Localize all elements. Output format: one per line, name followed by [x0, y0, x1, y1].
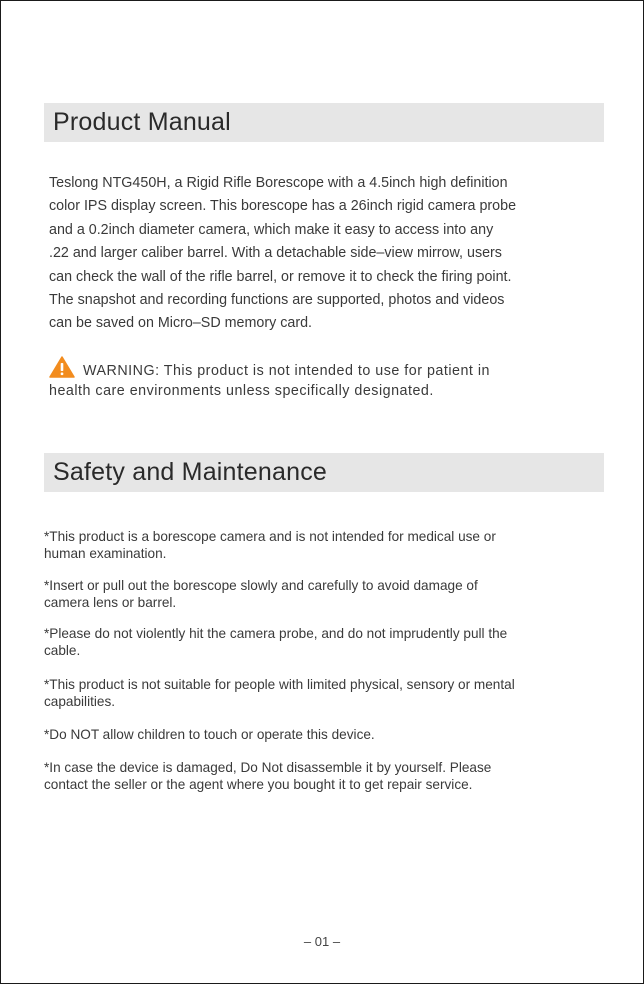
- safety-item-line: contact the seller or the agent where you bought it to get repair service.: [44, 776, 473, 792]
- safety-item: [44, 578, 614, 611]
- intro-line: can be saved on Micro–SD memory card.: [49, 315, 313, 332]
- safety-item-line: *Do NOT allow children to touch or operate this device.: [44, 727, 375, 742]
- safety-maintenance-heading: [44, 453, 604, 492]
- safety-item: [44, 727, 614, 744]
- safety-item-line: *This product is not suitable for people with limited physical, sensory or mental: [44, 677, 515, 692]
- safety-item-line: *Please do not violently hit the camera probe, and do not imprudently pull the: [44, 626, 508, 641]
- intro-line: color IPS display screen. This borescope has a 26inch rigid camera probe: [49, 198, 517, 215]
- safety-item: [44, 626, 614, 659]
- product-intro-paragraph: [49, 172, 619, 336]
- safety-item-line: *In case the device is damaged, Do Not disassemble it by yourself. Please: [44, 760, 492, 775]
- safety-item-line: camera lens or barrel.: [44, 594, 177, 610]
- intro-line: .22 and larger caliber barrel. With a detachable side–view mirrow, users: [49, 245, 502, 262]
- safety-maintenance-title: Safety and Maintenance: [53, 458, 328, 486]
- safety-item-line: cable.: [44, 642, 81, 658]
- product-manual-title: Product Manual: [53, 108, 231, 136]
- safety-item-line: human examination.: [44, 545, 167, 561]
- warning-text-line-2: health care environments unless specifically designated.: [49, 383, 434, 399]
- safety-item-line: capabilities.: [44, 693, 116, 709]
- warning-line: [49, 356, 609, 381]
- warning-text-line-1: WARNING: This product is not intended to use for patient in: [83, 363, 490, 379]
- warning-triangle-icon: [49, 356, 75, 378]
- safety-item-line: *Insert or pull out the borescope slowly and carefully to avoid damage of: [44, 578, 478, 593]
- intro-line: The snapshot and recording functions are supported, photos and videos: [49, 292, 505, 309]
- page-number: – 01 –: [303, 934, 341, 949]
- safety-item-line: *This product is a borescope camera and is not intended for medical use or: [44, 529, 496, 544]
- safety-item: [44, 760, 614, 793]
- product-manual-heading: [44, 103, 604, 142]
- intro-line: can check the wall of the rifle barrel, or remove it to check the firing point.: [49, 268, 512, 285]
- intro-line: Teslong NTG450H, a Rigid Rifle Borescope with a 4.5inch high definition: [49, 175, 508, 191]
- safety-item: [44, 677, 614, 710]
- safety-item: [44, 529, 614, 562]
- intro-line: and a 0.2inch diameter camera, which make it easy to access into any: [49, 221, 494, 238]
- warning-notice: [49, 356, 609, 401]
